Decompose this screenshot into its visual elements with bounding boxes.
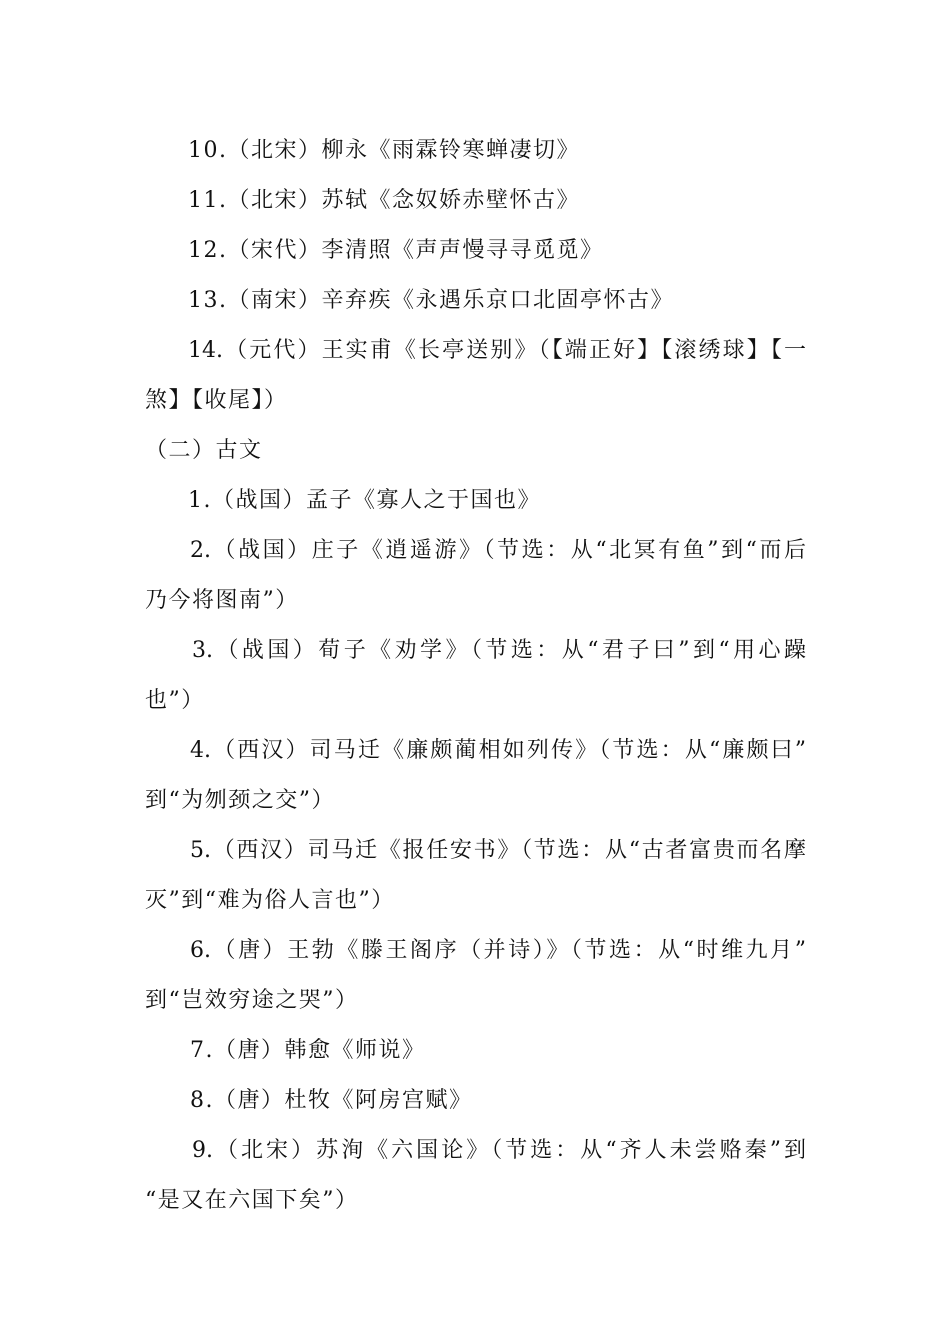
poetry-item-14-line-2: 煞】【收尾】） (145, 388, 288, 413)
prose-item-9-line-2: “是又在六国下矣”） (145, 1188, 359, 1213)
poetry-item-10: 10.（北宋）柳永《雨霖铃寒蝉凄切》 (188, 138, 580, 163)
prose-item-1: 1.（战国）孟子《寡人之于国也》 (188, 488, 541, 513)
prose-item-4-line-1: 4.（西汉）司马迁《廉颇蔺相如列传》（节选：从“廉颇曰” (190, 738, 806, 763)
prose-item-3-line-2: 也”） (145, 688, 205, 713)
prose-item-6-line-2: 到“岂效穷途之哭”） (145, 988, 359, 1013)
prose-item-5-line-1: 5.（西汉）司马迁《报任安书》（节选：从“古者富贵而名摩 (190, 838, 806, 863)
section-heading: （二）古文 (145, 438, 263, 463)
prose-item-2-line-2: 乃今将图南”） (145, 588, 299, 613)
poetry-item-12: 12.（宋代）李清照《声声慢寻寻觅觅》 (188, 238, 604, 263)
prose-item-8: 8.（唐）杜牧《阿房宫赋》 (190, 1088, 473, 1113)
prose-item-7: 7.（唐）韩愈《师说》 (190, 1038, 426, 1063)
prose-item-5-line-2: 灭”到“难为俗人言也”） (145, 888, 395, 913)
prose-item-6-line-1: 6.（唐）王勃《滕王阁序（并诗）》（节选：从“时维九月” (190, 938, 806, 963)
prose-item-3-line-1: 3.（战国）荀子《劝学》（节选：从“君子曰”到“用心躁 (192, 638, 806, 663)
prose-item-4-line-2: 到“为刎颈之交”） (145, 788, 335, 813)
poetry-item-13: 13.（南宋）辛弃疾《永遇乐京口北固亭怀古》 (188, 288, 674, 313)
poetry-item-11: 11.（北宋）苏轼《念奴娇赤壁怀古》 (188, 188, 580, 213)
prose-item-9-line-1: 9.（北宋）苏洵《六国论》（节选：从“齐人未尝赂秦”到 (192, 1138, 806, 1163)
poetry-item-14-line-1: 14.（元代）王实甫《长亭送别》（【端正好】【滚绣球】【一 (188, 338, 806, 363)
prose-item-2-line-1: 2.（战国）庄子《逍遥游》（节选：从“北冥有鱼”到“而后 (190, 538, 806, 563)
